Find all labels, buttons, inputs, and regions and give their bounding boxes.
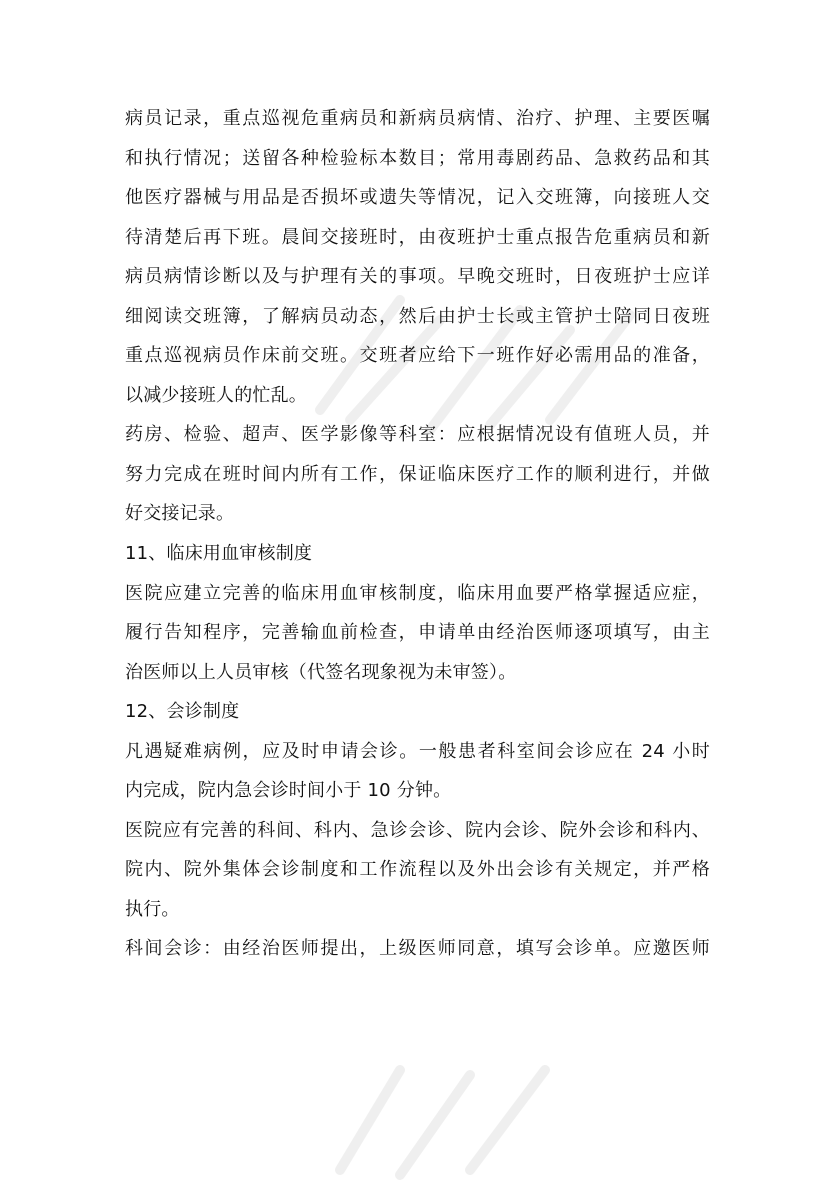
text-line: 凡遇疑难病例，应及时申请会诊。一般患者科室间会诊应在 24 小时 [125, 740, 710, 762]
document-body [125, 99, 710, 969]
section-heading-consultation: 12、会诊制度 [125, 701, 240, 723]
text-line: 待清楚后再下班。晨间交接班时，由夜班护士重点报告危重病员和新 [125, 226, 710, 248]
text-line: 内完成，院内急会诊时间小于 10 分钟。 [125, 780, 452, 802]
section-heading-blood-review: 11、临床用血审核制度 [125, 543, 313, 565]
text-line: 他医疗器械与用品是否损坏或遗失等情况，记入交班簿，向接班人交 [125, 187, 710, 209]
text-line: 科间会诊：由经治医师提出，上级医师同意，填写会诊单。应邀医师 [125, 938, 710, 960]
text-line: 执行。 [125, 898, 180, 920]
text-line: 药房、检验、超声、医学影像等科室：应根据情况设有值班人员，并 [125, 424, 710, 446]
text-line: 细阅读交班簿，了解病员动态，然后由护士长或主管护士陪同日夜班 [125, 305, 710, 327]
text-line: 努力完成在班时间内所有工作，保证临床医疗工作的顺利进行，并做 [125, 463, 710, 485]
text-line: 医院应有完善的科间、科内、急诊会诊、院内会诊、院外会诊和科内、 [125, 819, 710, 841]
text-line: 医院应建立完善的临床用血审核制度，临床用血要严格掌握适应症， [125, 582, 710, 604]
text-line: 履行告知程序，完善输血前检查，申请单由经治医师逐项填写，由主 [125, 622, 710, 644]
text-line: 治医师以上人员审核（代签名现象视为未审签）。 [125, 661, 517, 683]
watermark-mark-lower [330, 1040, 560, 1180]
text-line: 病员病情诊断以及与护理有关的事项。早晚交班时，日夜班护士应详 [125, 266, 710, 288]
text-line: 病员记录，重点巡视危重病员和新病员病情、治疗、护理、主要医嘱 [125, 108, 710, 129]
text-line: 院内、院外集体会诊制度和工作流程以及外出会诊有关规定，并严格 [125, 859, 710, 881]
text-line: 重点巡视病员作床前交班。交班者应给下一班作好必需用品的准备， [125, 345, 710, 367]
text-line: 好交接记录。 [125, 503, 235, 525]
text-line: 以减少接班人的忙乱。 [125, 384, 307, 406]
text-line: 和执行情况；送留各种检验标本数目；常用毒剧药品、急救药品和其 [125, 147, 710, 169]
